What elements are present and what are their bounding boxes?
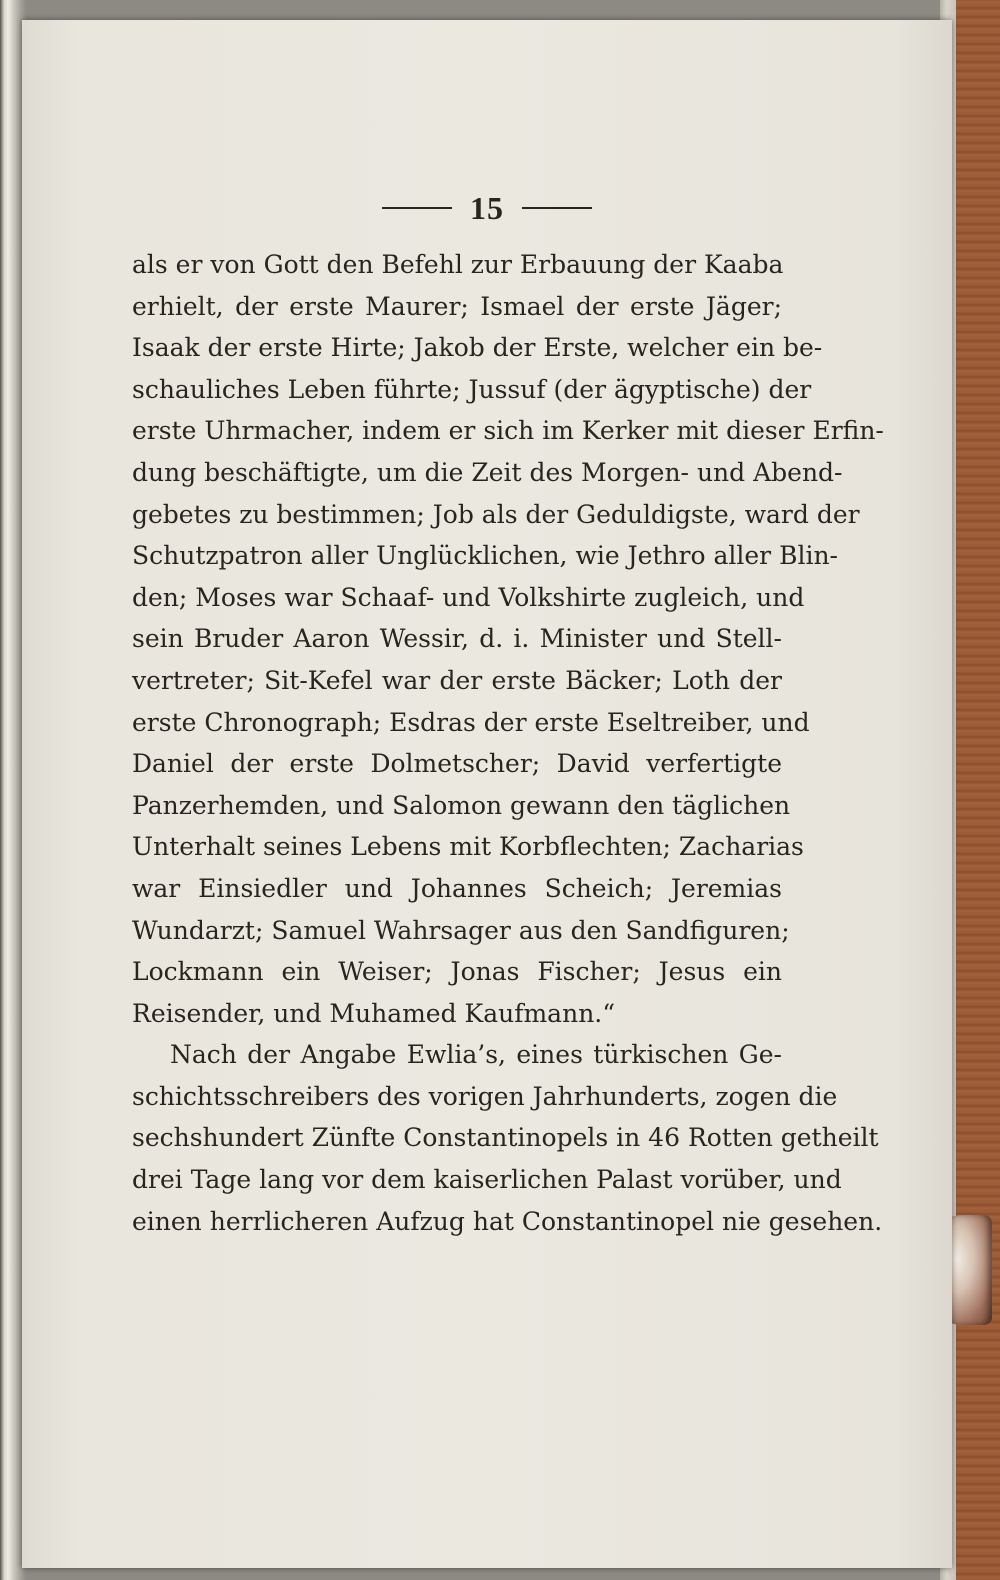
running-head xyxy=(22,188,952,228)
right-rule xyxy=(522,207,592,209)
paragraph-start-line: Nach der Angabe Ewlia’s, eines türkischen Ge- xyxy=(170,1040,782,1070)
text-line: Schutzpatron aller Unglücklichen, wie Jethro aller Blin- xyxy=(132,541,838,571)
text-line: einen herrlicheren Aufzug hat Constantinopel nie gesehen. xyxy=(132,1206,883,1236)
text-line: sechshundert Zünfte Constantinopels in 46 Rotten getheilt xyxy=(132,1123,879,1153)
text-line: den; Moses war Schaaf- und Volkshirte zugleich, und xyxy=(132,582,805,612)
text-line: schauliches Leben führte; Jussuf (der ägyptische) der xyxy=(132,374,812,404)
text-line: als er von Gott den Befehl zur Erbauung der Kaaba xyxy=(132,250,784,279)
text-line: Unterhalt seines Lebens mit Korbflechten; Zacharias xyxy=(132,832,804,862)
left-rule xyxy=(382,207,452,209)
text-line: erhielt, der erste Maurer; Ismael der erste Jäger; xyxy=(132,291,782,321)
text-line: Daniel der erste Dolmetscher; David verfertigte xyxy=(132,749,782,779)
paragraph-end-line: Reisender, und Muhamed Kaufmann.“ xyxy=(132,998,616,1028)
text-line: erste Chronograph; Esdras der erste Eseltreiber, und xyxy=(132,707,810,737)
text-line: drei Tage lang vor dem kaiserlichen Palast vorüber, und xyxy=(132,1165,842,1195)
text-line: gebetes zu bestimmen; Job als der Geduldigste, ward der xyxy=(132,499,860,529)
text-line: schichtsschreibers des vorigen Jahrhunderts, zogen die xyxy=(132,1081,838,1111)
text-line: Wundarzt; Samuel Wahrsager aus den Sandfiguren; xyxy=(132,915,790,945)
text-line: Panzerhemden, und Salomon gewann den täglichen xyxy=(132,790,791,820)
book-page xyxy=(22,20,952,1568)
page-number: 15 xyxy=(470,189,504,226)
text-line: war Einsiedler und Johannes Scheich; Jeremias xyxy=(132,873,782,903)
text-line: sein Bruder Aaron Wessir, d. i. Minister und Stell- xyxy=(132,624,782,654)
text-line: dung beschäftigte, um die Zeit des Morgen- und Abend- xyxy=(132,457,843,487)
body-text xyxy=(132,244,884,1242)
text-line: vertreter; Sit-Kefel war der erste Bäcker; Loth der xyxy=(132,665,782,695)
text-line: erste Uhrmacher, indem er sich im Kerker mit dieser Erfin- xyxy=(132,416,884,446)
text-line: Lockmann ein Weiser; Jonas Fischer; Jesus ein xyxy=(132,957,782,987)
text-line: Isaak der erste Hirte; Jakob der Erste, welcher ein be- xyxy=(132,333,823,363)
